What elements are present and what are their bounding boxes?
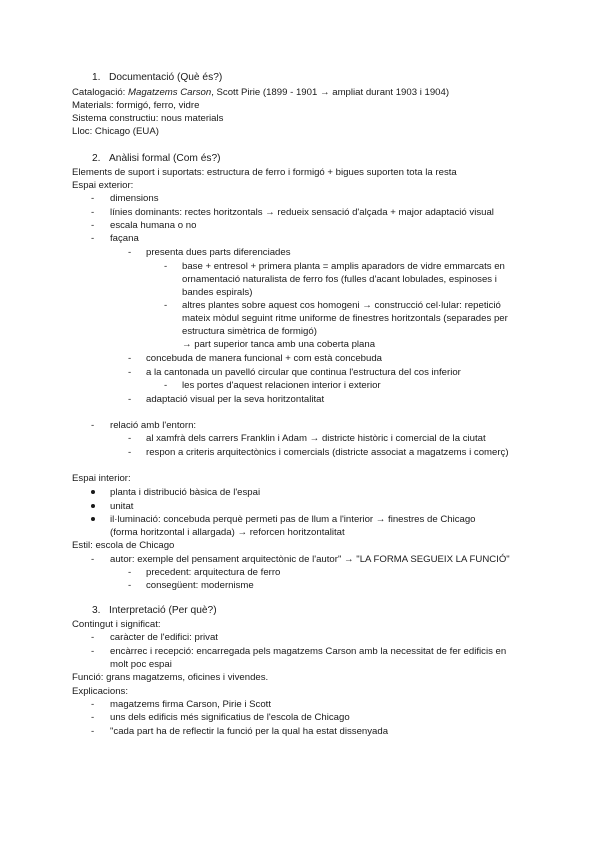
dash-bullet: - xyxy=(128,353,132,364)
base-line-3: bandes espirals) xyxy=(182,287,253,298)
dash-bullet: - xyxy=(128,567,132,578)
dash-bullet: - xyxy=(164,380,168,391)
catalog-rest: , Scott Pirie (1899 - 1901 → ampliat durant 1903 i 1904) xyxy=(211,87,450,98)
commission-line-2: molt poc espai xyxy=(110,659,172,670)
base-line-1: base + entresol + primera planta = amplis aparadors de vidre emmarcats en xyxy=(182,261,505,272)
exp-quote-line: "cada part ha de reflectir la funció per la qual ha estat dissenyada xyxy=(110,726,389,737)
visual-line: adaptació visual per la seva horitzontalitat xyxy=(146,394,325,405)
materials-line: Materials: formigó, ferro, vidre xyxy=(72,100,200,111)
author-line: autor: exemple del pensament arquitectònic de l'autor" → "LA FORMA SEGUEIX LA FUNCIÓ" xyxy=(110,554,510,565)
section2-number: 2. xyxy=(92,153,101,164)
dash-bullet: - xyxy=(91,207,95,218)
dash-bullet: - xyxy=(91,233,95,244)
dash-bullet: - xyxy=(91,220,95,231)
explanations-label: Explicacions: xyxy=(72,686,128,697)
env-line: relació amb l'entorn: xyxy=(110,420,197,431)
section2-heading: Anàlisi formal (Com és?) xyxy=(109,153,221,164)
dash-bullet: - xyxy=(128,447,132,458)
exp-school-line: uns dels edificis més significatius de l'escola de Chicago xyxy=(110,712,350,723)
style-line: Estil: escola de Chicago xyxy=(72,540,175,551)
section1-number: 1. xyxy=(92,72,101,83)
functional-line: concebuda de manera funcional + com està concebuda xyxy=(146,353,383,364)
env-criteria-line: respon a criteris arquitectònics i comercials (districte associat a magatzems i comerç) xyxy=(146,447,509,458)
upper-line-2: mateix mòdul seguint ritme uniforme de finestres horitzontals (separades per xyxy=(182,313,508,324)
dash-bullet: - xyxy=(128,580,132,591)
dash-bullet: - xyxy=(91,646,95,657)
round-bullet-icon xyxy=(91,490,95,494)
commission-line-1: encàrrec i recepció: encarregada pels magatzems Carson amb la necessitat de fer edificis en xyxy=(110,646,507,657)
precedent-line: precedent: arquitectura de ferro xyxy=(146,567,281,578)
dash-bullet: - xyxy=(128,247,132,258)
section1-heading: Documentació (Què és?) xyxy=(109,72,223,83)
upper-line-3: estructura simètrica de formigó) xyxy=(182,326,317,337)
consequent-line: consegüent: modernisme xyxy=(146,580,254,591)
upper-line-1: altres plantes sobre aquest cos homogeni → construcció cel·lular: repetició xyxy=(182,300,501,311)
int-unit: unitat xyxy=(110,501,134,512)
int-plan: planta i distribució bàsica de l'espai xyxy=(110,487,261,498)
facade-two-parts: presenta dues parts diferenciades xyxy=(146,247,291,258)
ext-dimensions: dimensions xyxy=(110,193,159,204)
catalog-label: Catalogació: xyxy=(72,87,128,98)
content-label: Contingut i significat: xyxy=(72,619,161,630)
place-line: Lloc: Chicago (EUA) xyxy=(72,126,159,137)
ext-lines: línies dominants: rectes horitzontals → redueix sensació d'alçada + major adaptació visual xyxy=(110,207,494,218)
dash-bullet: - xyxy=(91,193,95,204)
dash-bullet: - xyxy=(91,712,95,723)
support-line: Elements de suport i suportats: estructura de ferro i formigó + bigues suporten tota la resta xyxy=(72,167,457,178)
dash-bullet: - xyxy=(128,367,132,378)
round-bullet-icon xyxy=(91,504,95,508)
system-line: Sistema constructiu: nous materials xyxy=(72,113,224,124)
catalog-line xyxy=(72,86,449,99)
base-line-2: ornamentació naturalista de ferro fos (fulles d'acant lobulades, espinoses i xyxy=(182,274,497,285)
dash-bullet: - xyxy=(164,300,168,311)
env-corner-line: al xamfrà dels carrers Franklin i Adam → districte històric i comercial de la ciutat xyxy=(146,433,486,444)
character-line: caràcter de l'edifici: privat xyxy=(110,632,218,643)
dash-bullet: - xyxy=(128,433,132,444)
upper-line-4: → part superior tanca amb una coberta plana xyxy=(182,339,376,350)
exp-firm-line: magatzems firma Carson, Pirie i Scott xyxy=(110,699,272,710)
section3-number: 3. xyxy=(92,605,101,616)
ext-scale: escala humana o no xyxy=(110,220,197,231)
int-light-line-2: (forma horitzontal i allargada) → reforcen horitzontalitat xyxy=(110,527,345,538)
dash-bullet: - xyxy=(164,261,168,272)
dash-bullet: - xyxy=(91,554,95,565)
int-light-line-1: il·luminació: concebuda perquè permeti pas de llum a l'interior → finestres de Chicago xyxy=(110,514,476,525)
dash-bullet: - xyxy=(91,420,95,431)
dash-bullet: - xyxy=(91,699,95,710)
dash-bullet: - xyxy=(128,394,132,405)
function-line: Funció: grans magatzems, oficines i vivendes. xyxy=(72,672,269,683)
ext-facade: façana xyxy=(110,233,139,244)
doors-line: les portes d'aquest relacionen interior i exterior xyxy=(182,380,381,391)
interior-label: Espai interior: xyxy=(72,473,131,484)
dash-bullet: - xyxy=(91,632,95,643)
corner-line: a la cantonada un pavelló circular que continua l'estructura del cos inferior xyxy=(146,367,461,378)
round-bullet-icon xyxy=(91,517,95,521)
section3-heading: Interpretació (Per què?) xyxy=(109,605,217,616)
dash-bullet: - xyxy=(91,726,95,737)
catalog-title: Magatzems Carson xyxy=(128,87,212,98)
exterior-label: Espai exterior: xyxy=(72,180,134,191)
